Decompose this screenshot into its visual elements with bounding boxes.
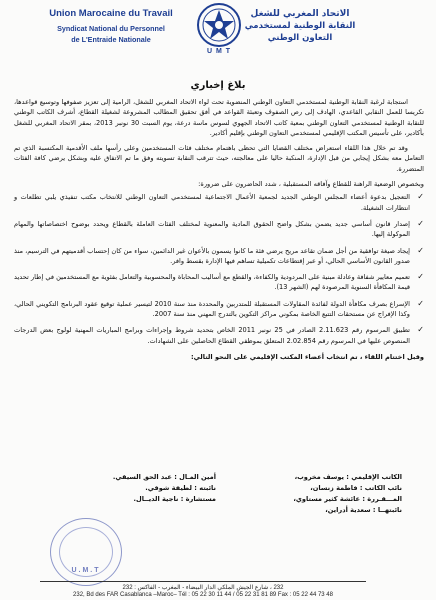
union-name-fr: Union Marocaine du Travail (49, 8, 173, 19)
office-row (30, 494, 402, 505)
list-item: ✓ التعجيل بدعوة أعضاء المجلس الوطني الجديد لجمعية الأعمال الاجتماعية لمستخدمي التعاون الوطني للانتخاب مكتب تنفيذي يلبي تطلعات و انتظارات الشغيلة. (14, 192, 424, 212)
syndicat-name-fr: Syndicat National du Personnel (57, 24, 165, 33)
member-entry: مستشارة : ناجية الديــال. (133, 495, 216, 503)
member-entry: أمين المـال : عبد الحق السيقي. (112, 473, 216, 481)
entraide-name-fr: de L'Entraide Nationale (71, 35, 151, 44)
checkmark-icon: ✓ (417, 298, 424, 308)
union-stamp (50, 518, 122, 586)
list-item: ✓ الإسراع بصرف مكافأة الدولة لفائدة المقاولات المستقبلة للمتدربين والمحددة منذ سنة 2010 لتيسير عملية توقيع عقود البرنامج التكويني الحالي، وكذا الإفراج عن مستحقات التتبع الخاصة بمكوني مراكز التكوين بالتدرج المهني منذ سنة 2007. (14, 298, 424, 319)
office-members (30, 472, 402, 516)
closing-line: وقبل اختتام اللقاء ، تم انتخاب أعضاء المكتب الإقليمي على النحو التالي: (190, 352, 424, 361)
demands-list (14, 192, 424, 346)
document-body (14, 97, 424, 367)
french-letterhead (36, 8, 186, 44)
checkmark-icon: ✓ (417, 245, 424, 255)
logo-text: U M T (206, 48, 232, 55)
taawon-name-ar: التعاون الوطني (267, 33, 333, 43)
checkmark-icon: ✓ (417, 272, 424, 282)
checkmark-icon: ✓ (417, 325, 424, 335)
list-item: ✓ تعميم معايير شفافة وعادلة مبنية على المردودية والكفاءة، والقطع مع أساليب المحاباة والمحسوبية والتعامل بفئوية مع المستخدمين في إطار تحديد قيمة المكافأة السنوية المرصودة لهم (الشهر 13). (14, 272, 424, 292)
footer-address-fr: 232, Bd des FAR Casablanca –Maroc– Tél : 05 22 30 11 44 / 05 22 31 81 89 Fax : 05 22 44 73 48 (73, 592, 333, 598)
checkmark-icon: ✓ (417, 218, 424, 228)
intro-paragraph: استجابة لرغبة النقابة الوطنية لمستخدمي التعاون الوطني المنضوية تحت لواء الاتحاد المغربي للشغل، الرامية إلى تعزيز صفوفها وتوسيع قواعدها، تكريسا للعمل النقابي القاعدي، الهادف إلى رص الصفوف وتعبئة القواعد في أفق تحقيق المطالب المشروعة لشغيلة القطاع، أشرف الكاتب الوطني للنقابة الوطنية لمستخدمي التعاون الوطني بمعية كاتب الاتحاد الجهوي لسوس ماسة درعة، يوم السبت 30 نونبر 2013، بمقر الاتحاد المغربي للشغل بأكادير، على تأسيس المكتب الإقليمي لمستخدمي التعاون الوطني بإقليم أكادير. (14, 98, 424, 137)
second-paragraph: وقد تم خلال هذا اللقاء استعراض مختلف القضايا التي تحظى باهتمام مختلف فئات المستخدمين وعلى رأسها ملف الأقدمية المكتسبة الذي تم التعامل معه بشكل إيجابي من قبل الإدارة، المنكبة حاليا على معالجته، حيث تترقب النقابة تسويته وفق ما تم الاتفاق عليه وبشكل يرضي كافة الفئات المتضررة. (14, 144, 424, 173)
demands-lead: وبخصوص الوضعية الراهنة للقطاع وآفاقه المستقبلية ، شدد الحاضرون على ضرورة: (198, 180, 424, 189)
member-entry (30, 505, 216, 516)
office-row (30, 483, 402, 494)
syndicat-name-ar: النقابة الوطنية لمستخدمي (244, 21, 356, 31)
list-item: ✓ إيجاد صيغة توافقية من أجل ضمان تقاعد مريح يرضي فئة ما كانوا يسمون بالأعوان غير الدائمين، سواء من كان إحتساب أقدميتهم في الترسيم، منذ صدور القانون الأساسي الحالي، أو عبر إقتطاعات تكميلية تساهم فيها الإدارة بقسط وافر. (14, 245, 424, 265)
footer (40, 581, 366, 598)
office-row (30, 472, 402, 483)
checkmark-icon: ✓ (417, 192, 424, 202)
member-entry: نائبته : لطيفة شوقي. (145, 484, 216, 492)
arabic-letterhead (230, 9, 370, 43)
document-title: بلاغ إخباري (190, 80, 246, 91)
stamp-text: U.M.T (71, 567, 101, 574)
list-item: ✓ تطبيق المرسوم رقم 2.11.623 الصادر في 25 نونبر 2011 الخاص بتحديد شروط وإجراءات وبرامج المباريات المهنية لولوج بعض الدرجات المنصوص عليها في المرسوم رقم 2.02.854 المتعلق بموظفي القطاع الحاصلين على الشهادات. (14, 325, 424, 345)
member-entry: نائبتهــا : سعدية أدراين، (325, 506, 402, 514)
member-entry: نائب الكاتب : فاطمة زنسان، (310, 484, 402, 492)
union-name-ar: الاتحاد المغربي للشغل (250, 9, 350, 19)
member-entry: المـــقـررة : عائشة كثير مستاوي، (293, 495, 402, 503)
member-entry: الكاتب الإقليمي : يوسف مخروب، (294, 473, 402, 481)
list-item: ✓ إصدار قانون أساسي جديد يضمن بشكل واضح الحقوق المادية والمعنوية لمختلف الفئات العاملة بالقطاع ويحدد بوضوح اختصاصاتها والمهام الموكولة إليها. (14, 218, 424, 239)
footer-address-ar: 232 ، شارع الجيش الملكي الدار البيضاء - المغرب - الفاكس : 232 (122, 585, 284, 591)
office-row (30, 505, 402, 516)
